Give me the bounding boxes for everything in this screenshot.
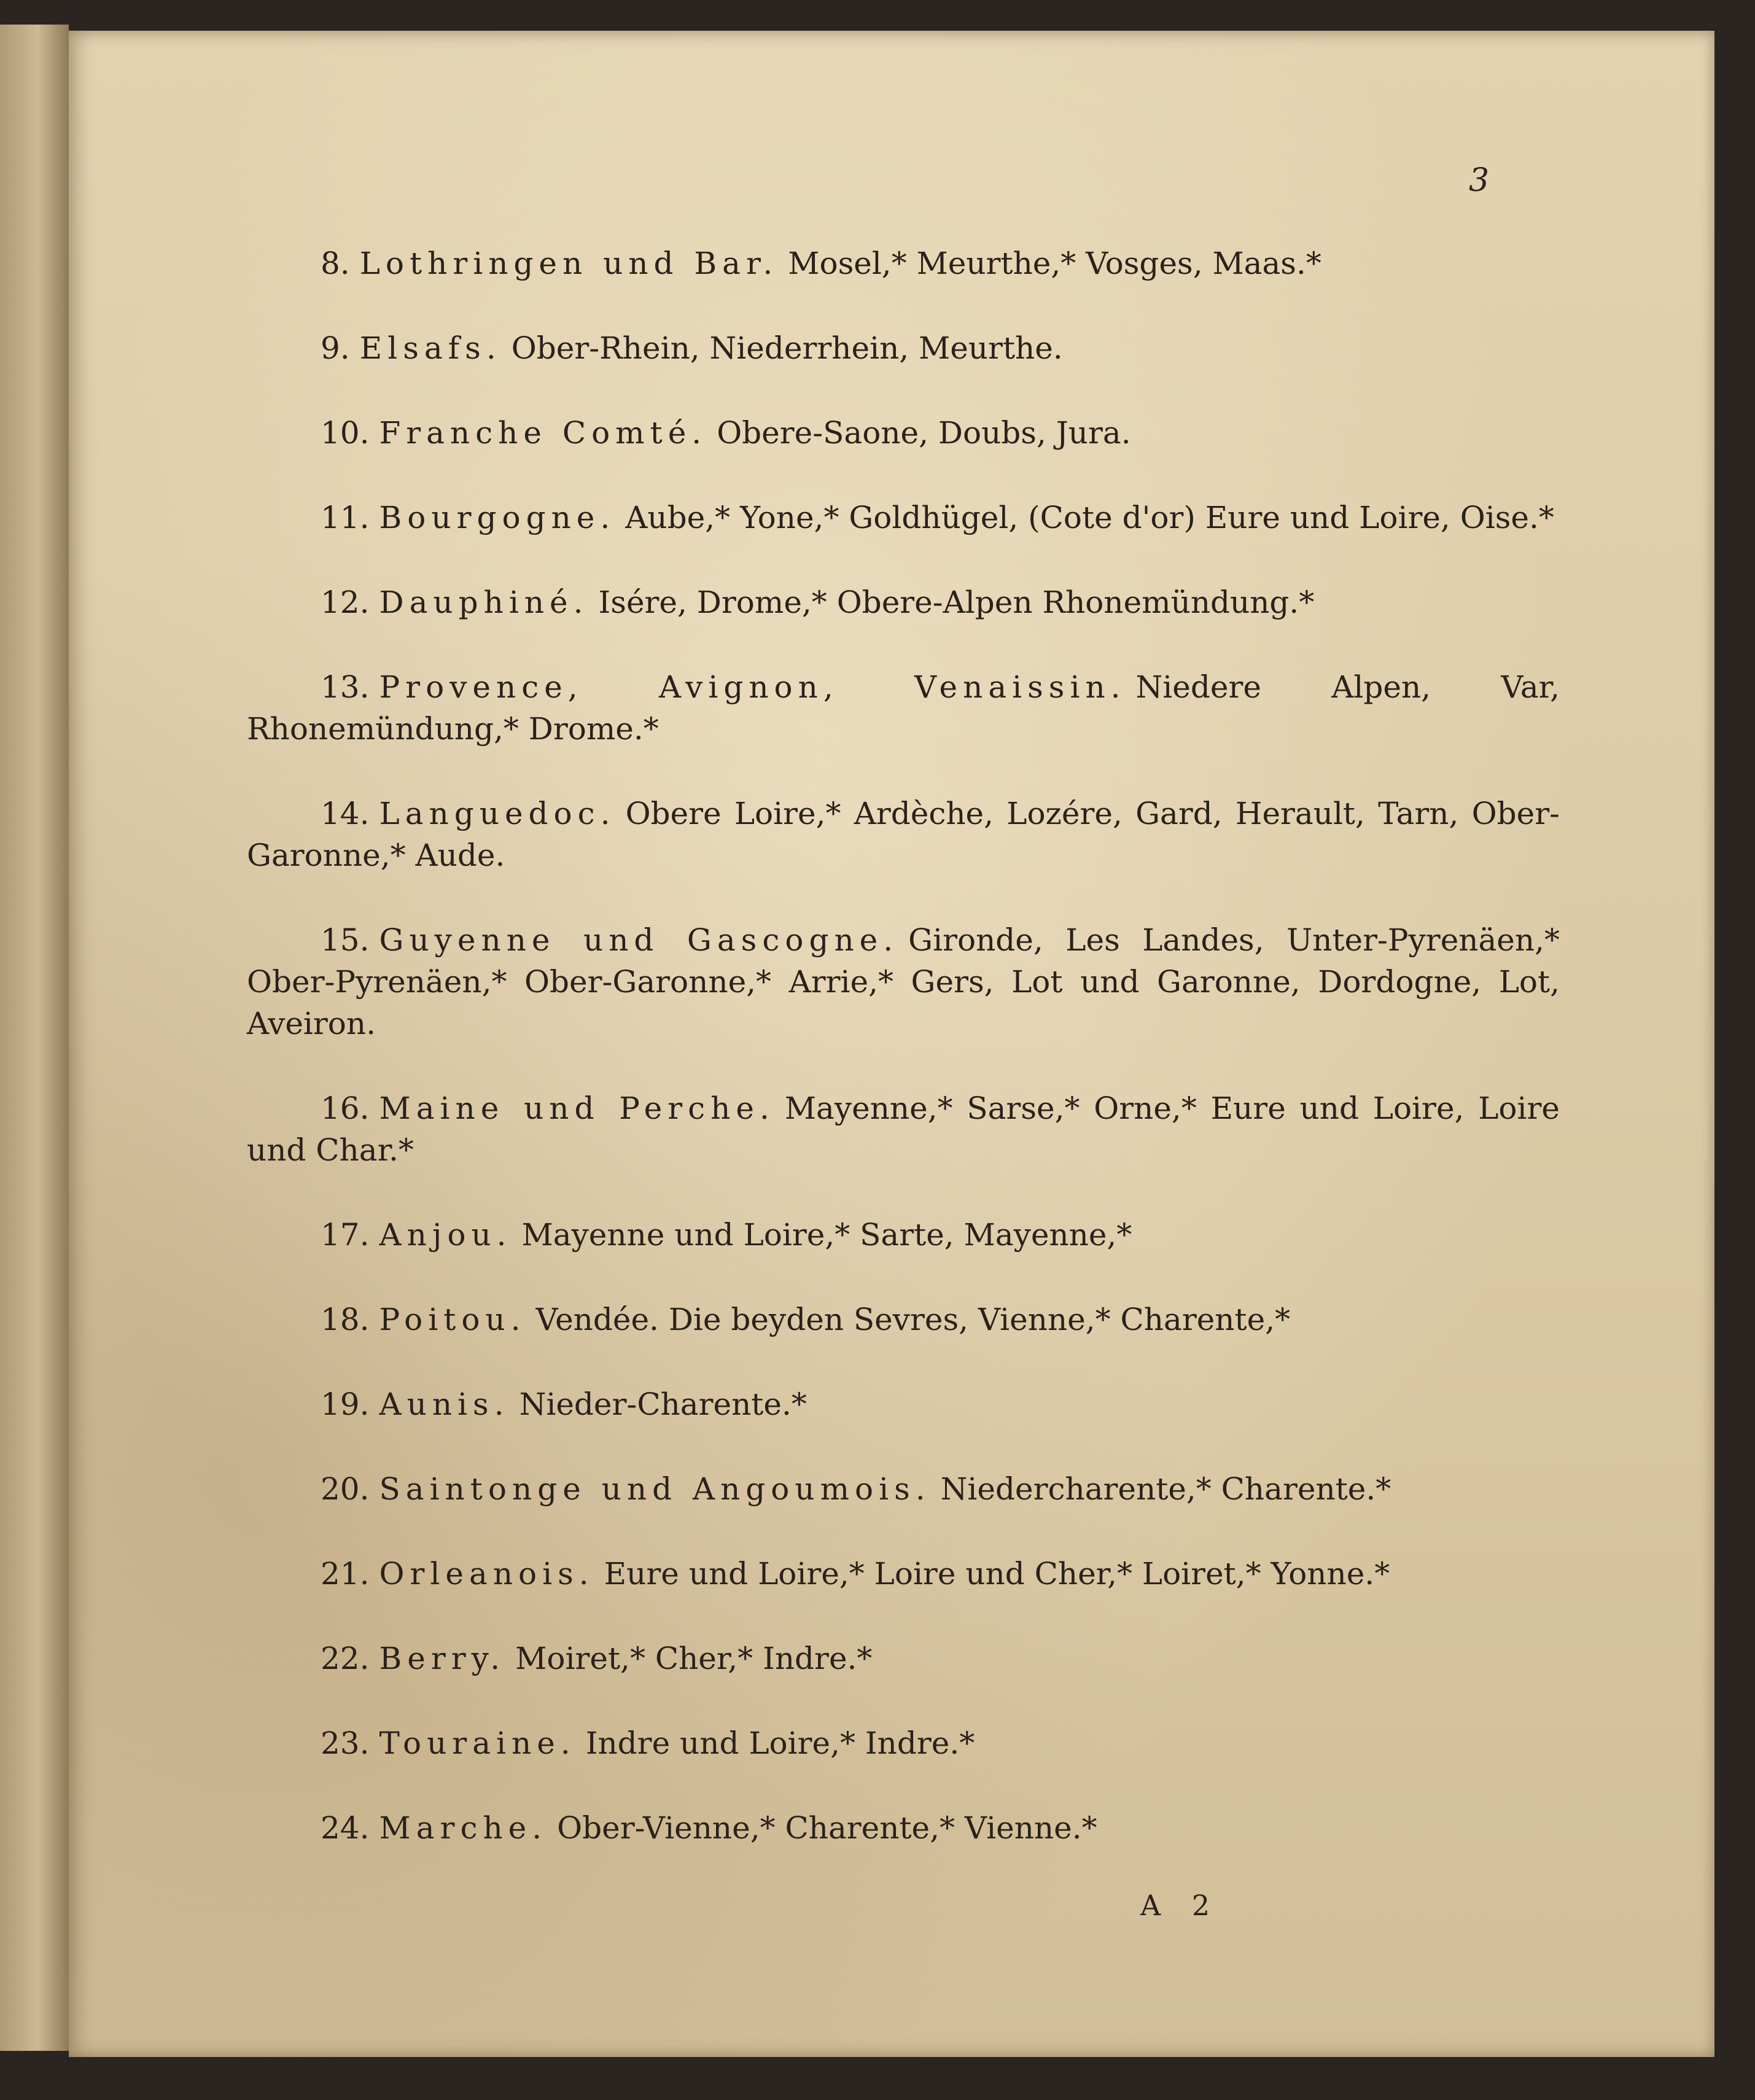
departments: Indre und Loire,* Indre.* xyxy=(585,1725,975,1761)
list-item: 15. Guyenne und Gascogne. Gironde, Les Landes, Unter-Pyrenäen,* Ober-Pyrenäen,* Ober-Garonne,* Arrie,* Gers, Lot und Garonne, Dordogne, Lot, Aveiron. xyxy=(247,922,1560,1041)
list-item: 14. Languedoc. Obere Loire,* Ardèche, Lozére, Gard, Herault, Tarn, Ober-Garonne,* Aude. xyxy=(247,796,1560,873)
departments: Ober-Rhein, Niederrhein, Meurthe. xyxy=(511,330,1063,366)
province-name: Anjou. xyxy=(379,1217,512,1253)
list-item: 22. Berry. Moiret,* Cher,* Indre.* xyxy=(321,1641,873,1676)
list-item: 13. Provence, Avignon, Venaissin. Niedere Alpen, Var, Rhonemündung,* Drome.* xyxy=(247,669,1560,747)
departments: Isére, Drome,* Obere-Alpen Rhonemündung.* xyxy=(598,585,1315,620)
departments: Mayenne,* Sarse,* Orne,* Eure und Loire, Loire und Char.* xyxy=(247,1091,1560,1168)
province-name: Maine und Perche. xyxy=(379,1091,775,1126)
list-item: 20. Saintonge und Angoumois. Niedercharente,* Charente.* xyxy=(321,1471,1391,1507)
list-item: 23. Touraine. Indre und Loire,* Indre.* xyxy=(321,1725,975,1761)
departments: Nieder-Charente.* xyxy=(519,1386,807,1422)
departments: Mayenne und Loire,* Sarte, Mayenne,* xyxy=(521,1217,1132,1253)
province-name: Aunis. xyxy=(379,1386,510,1422)
province-name: Saintonge und Angoumois. xyxy=(379,1471,931,1507)
province-name: Lothringen und Bar. xyxy=(359,246,779,281)
facing-page-edge xyxy=(0,25,69,2051)
signature-mark: A 2 xyxy=(1140,1889,1221,1922)
departments: Vendée. Die beyden Sevres, Vienne,* Charente,* xyxy=(535,1302,1291,1337)
province-name: Guyenne und Gascogne. xyxy=(379,922,899,958)
list-item: 9. Elsafs. Ober-Rhein, Niederrhein, Meurthe. xyxy=(321,330,1063,366)
list-item: 10. Franche Comté. Obere-Saone, Doubs, Jura. xyxy=(321,415,1131,451)
list-item: 16. Maine und Perche. Mayenne,* Sarse,* Orne,* Eure und Loire, Loire und Char.* xyxy=(247,1091,1560,1168)
province-name: Poitou. xyxy=(379,1302,526,1337)
province-name: Provence, Avignon, Venaissin. xyxy=(379,669,1126,705)
book-page xyxy=(69,31,1714,2057)
departments: Ober-Vienne,* Charente,* Vienne.* xyxy=(557,1810,1097,1846)
province-name: Franche Comté. xyxy=(379,415,707,451)
departments: Obere-Saone, Doubs, Jura. xyxy=(717,415,1131,451)
province-name: Touraine. xyxy=(379,1725,576,1761)
list-item: 12. Dauphiné. Isére, Drome,* Obere-Alpen Rhonemündung.* xyxy=(321,585,1315,620)
departments: Niedercharente,* Charente.* xyxy=(940,1471,1391,1507)
list-item: 24. Marche. Ober-Vienne,* Charente,* Vienne.* xyxy=(321,1810,1097,1846)
province-name: Bourgogne. xyxy=(379,500,616,535)
page-number: 3 xyxy=(1469,162,1490,199)
departments: Obere Loire,* Ardèche, Lozére, Gard, Herault, Tarn, Ober-Garonne,* Aude. xyxy=(247,796,1560,873)
list-item: 19. Aunis. Nieder-Charente.* xyxy=(321,1386,807,1422)
departments: Niedere Alpen, Var, Rhonemündung,* Drome.* xyxy=(247,669,1560,747)
departments: Gironde, Les Landes, Unter-Pyrenäen,* Ober-Pyrenäen,* Ober-Garonne,* Arrie,* Gers, Lot und Garonne, Dordogne, Lot, Aveiron. xyxy=(247,922,1560,1041)
province-name: Berry. xyxy=(379,1641,506,1676)
province-name: Marche. xyxy=(379,1810,548,1846)
list-item: 11. Bourgogne. Aube,* Yone,* Goldhügel, (Cote d'or) Eure und Loire, Oise.* xyxy=(321,500,1554,535)
province-name: Dauphiné. xyxy=(379,585,589,620)
province-name: Elsafs. xyxy=(359,330,502,366)
departments: Aube,* Yone,* Goldhügel, (Cote d'or) Eure und Loire, Oise.* xyxy=(625,500,1554,535)
province-name: Languedoc. xyxy=(379,796,616,831)
list-item: 8. Lothringen und Bar. Mosel,* Meurthe,* Vosges, Maas.* xyxy=(321,246,1321,281)
list-item: 18. Poitou. Vendée. Die beyden Sevres, Vienne,* Charente,* xyxy=(321,1302,1291,1337)
list-item: 21. Orleanois. Eure und Loire,* Loire und Cher,* Loiret,* Yonne.* xyxy=(321,1556,1390,1592)
province-name: Orleanois. xyxy=(379,1556,594,1592)
list-item: 17. Anjou. Mayenne und Loire,* Sarte, Mayenne,* xyxy=(321,1217,1132,1253)
province-list xyxy=(247,212,1560,1892)
departments: Mosel,* Meurthe,* Vosges, Maas.* xyxy=(788,246,1321,281)
departments: Eure und Loire,* Loire und Cher,* Loiret,* Yonne.* xyxy=(604,1556,1390,1592)
departments: Moiret,* Cher,* Indre.* xyxy=(515,1641,873,1676)
